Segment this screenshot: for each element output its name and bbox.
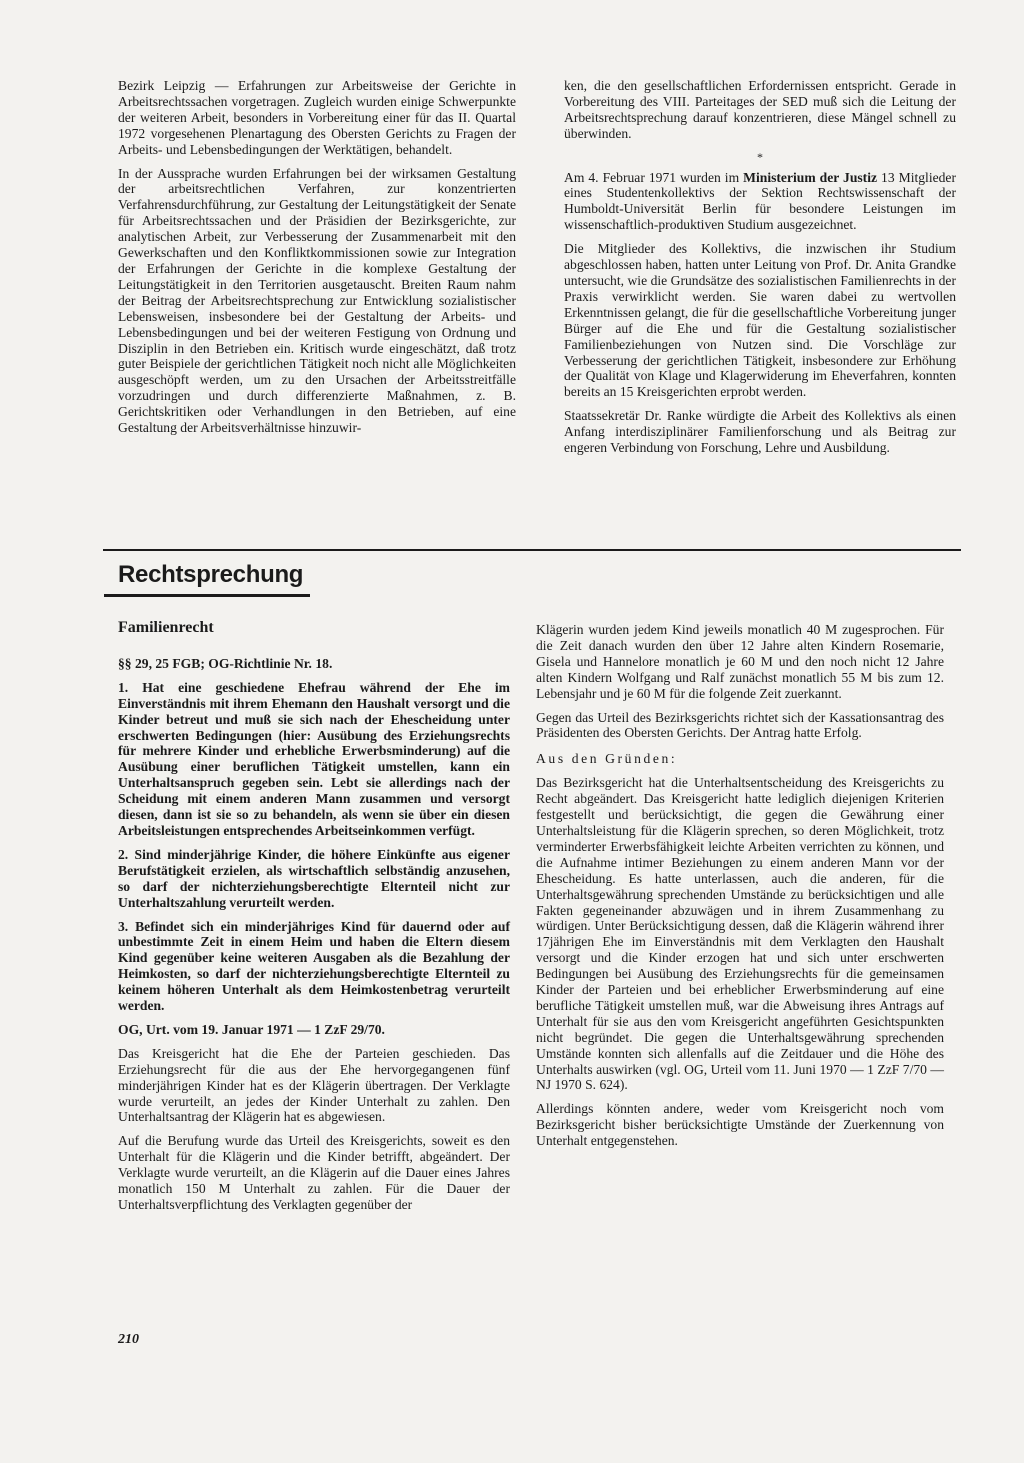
ministry-name: Ministerium der Justiz [743,169,878,185]
section-heading: Rechtsprechung [118,561,304,588]
headnote: 1. Hat eine geschiedene Ehefrau während der Ehe im Einverständnis mit ihrem Ehemann den Haushalt versorgt und die Kinder betreut und muß sie sich nach der Ehescheidung unter erschwerten Bedingungen (hier: Ausübung des Erziehungsrechts für mehrere Kinder und erhebliche Erwerbsminderung) auf die Ausübung einer beruflichen Tätigkeit umstellen, kann ein Unterhaltsanspruch gegeben sein. Lebt sie allerdings nach der Scheidung mit einem anderen Mann zusammen und versorgt diesen, dann ist sie so zu behandeln, als wenn sie über ein diesen Arbeitsleistungen entsprechendes Arbeitseinkommen verfügt. [118,679,510,838]
top-right-column [564,78,956,464]
paragraph: ken, die den gesellschaftlichen Erfordernissen entspricht. Gerade in Vorbereitung des VIII. Parteitages der SED muß sich die Leitung der Arbeitsrechtsprechung darauf konzentrieren, diese Mängel schnell zu überwinden. [564,78,956,141]
paragraph: Allerdings könnten andere, weder vom Kreisgericht noch vom Bezirksgericht bisher berücksichtigte Umstände der Zuerkennung von Unterhalt entgegenstehen. [536,1101,944,1149]
paragraph: Bezirk Leipzig — Erfahrungen zur Arbeitsweise der Gerichte in Arbeitsrechtssachen vorgetragen. Zugleich wurden einige Schwerpunkte der weiteren Arbeit, besonders in Vorbereitung einer für das II. Quartal 1972 vorgesehenen Plenartagung des Obersten Gerichts zu Fragen der Arbeits- und Lebensbedingungen der Werktätigen, behandelt. [118,78,516,157]
subheading: Familienrecht [118,619,214,636]
bottom-left-column [118,620,510,1221]
separator-asterisk: * [757,149,763,164]
bottom-right-column [536,622,944,1157]
ministry-lead: Am 4. Februar 1971 wurden im [564,169,740,185]
paragraph: Staatssekretär Dr. Ranke würdigte die Arbeit des Kollektivs als einen Anfang interdisziplinärer Familienforschung und als Beitrag zur engeren Verbindung von Forschung, Lehre und Ausbildung. [564,408,956,456]
headnote: 3. Befindet sich ein minderjähriges Kind für dauernd oder auf unbestimmte Zeit in einem Heim und haben die Eltern diesem Kind gegenüber keine weiteren Ausgaben als die Bezahlung der Heimkosten, so darf der nichterziehungsberechtigte Elternteil zu keinem höheren Unterhalt als dem Heimkostenbetrag verurteilt werden. [118,918,510,1014]
paragraph: Das Kreisgericht hat die Ehe der Parteien geschieden. Das Erziehungsrecht für die aus der Ehe hervorgegangenen fünf minderjährigen Kinder hat es der Klägerin übertragen. Der Verklagte wurde verurteilt, an jedes der Kinder Unterhalt zu zahlen. Den Unterhaltsantrag der Klägerin hat es abgewiesen. [118,1045,510,1125]
page-number: 210 [118,1332,139,1347]
legal-citation: §§ 29, 25 FGB; OG-Richtlinie Nr. 18. [118,655,333,671]
court-reference: OG, Urt. vom 19. Januar 1971 — 1 ZzF 29/70. [118,1021,385,1037]
grounds-heading: Aus den Gründen: [536,751,678,767]
headnote: 2. Sind minderjährige Kinder, die höhere Einkünfte aus eigener Berufstätigkeit erzielen, als wirtschaftlich selbständig anzusehen, so darf der nichterziehungsberechtigte Elternteil nicht zur Unterhaltszahlung verurteilt werden. [118,846,510,910]
section-divider [103,549,961,551]
ministry-rest: 13 Mitglieder eines Studentenkollektivs der Sektion Rechtswissenschaft der Humboldt-Universität Berlin für besondere Leistungen im wissenschaftlich-produktiven Studium ausgezeichnet. [564,169,956,233]
paragraph: Auf die Berufung wurde das Urteil des Kreisgerichts, soweit es den Unterhalt für die Klägerin und die Kinder betrifft, abgeändert. Der Verklagte wurde verurteilt, an die Klägerin auf die Dauer eines Jahres monatlich 150 M Unterhalt zu zahlen. Für die Dauer der Unterhaltsverpflichtung des Verklagten gegenüber der [118,1133,510,1212]
paragraph: Die Mitglieder des Kollektivs, die inzwischen ihr Studium abgeschlossen haben, hatten unter Leitung von Prof. Dr. Anita Grandke untersucht, wie die Grundsätze des sozialistischen Familienrechts in der Praxis verwirklicht werden. Sie waren dabei zu wertvollen Erkenntnissen gelangt, die für die gesellschaftliche Vorbereitung junger Bürger auf die Ehe und für die Gestaltung sozialistischer Familienbeziehungen von Nutzen sind. Die Vorschläge zur Verbesserung der gerichtlichen Tätigkeit, insbesondere zur Erhöhung der Qualität von Klage und Klagerwiderung im Eheverfahren, konnten bereits an 15 Kreisgerichten erprobt werden. [564,241,956,400]
top-left-column [118,78,516,444]
paragraph: In der Aussprache wurden Erfahrungen bei der wirksamen Gestaltung der arbeitsrechtlichen Verfahren, zur konzentrierten Verfahrensdurchführung, zur Gestaltung der Leitungstätigkeit der Senate für Arbeitsrechtssachen und der Präsidien der Bezirksgerichte, zur analytischen Arbeit, zur Verbesserung der Zusammenarbeit mit den Gewerkschaften und den Konfliktkommissionen sowie zur Integration der Erfahrungen der Gerichte in die komplexe Gestaltung der Leitungstätigkeit in den Territorien ausgetauscht. Breiten Raum nahm der Beitrag der Arbeitsrechtsprechung zur Entwicklung sozialistischer Lebensweisen, insbesondere bei der Gestaltung der Arbeits- und Lebensbedingungen und bei der weiteren Festigung von Ordnung und Disziplin in den Betrieben ein. Kritisch wurde eingeschätzt, daß trotz guter Beispiele der gerichtlichen Tätigkeit noch nicht alle Möglichkeiten ausgeschöpft werden, um zu den Ursachen der Arbeitsstreitfälle vorzudringen und durch differenzierte Maßnahmen, z. B. Gerichtskritiken oder Verhandlungen in den Betrieben, auf eine Gestaltung der Arbeitsverhältnisse hinzuwir- [118,165,516,436]
paragraph: Gegen das Urteil des Bezirksgerichts richtet sich der Kassationsantrag des Präsidenten des Obersten Gerichts. Der Antrag hatte Erfolg. [536,709,944,741]
paragraph: Klägerin wurden jedem Kind jeweils monatlich 40 M zugesprochen. Für die Zeit danach wurden den über 12 Jahre alten Kindern Rosemarie, Gisela und Hannelore monatlich je 60 M und den noch nicht 12 Jahre alten Kindern Wolfgang und Ralf zunächst monatlich 55 M bis zum 12. Lebensjahr und je 60 M für die folgende Zeit zuerkannt. [536,622,944,701]
paragraph [564,170,956,234]
paragraph: Das Bezirksgericht hat die Unterhaltsentscheidung des Kreisgerichts zu Recht abgeändert. Das Kreisgericht hatte lediglich diejenigen Kriterien festgestellt und berücksichtigt, die gegen die Gewährung einer Unterhaltsleistung für die Klägerin sprechen, so deren Möglichkeit, trotz verminderter Erwerbsfähigkeit leichte Arbeiten verrichten zu können, und die Aufnahme intimer Beziehungen zu einem anderen Mann vor der Ehescheidung. Es hatte unterlassen, auch die anderen, für die Unterhaltsgewährung sprechenden Umstände zu berücksichtigen und alle Fakten gegeneinander abzuwägen und in ihrem Zusammenhang zu würdigen. Unter Berücksichtigung dessen, daß die Klägerin während ihrer 17jährigen Ehe im Einverständnis mit dem Verklagten den Haushalt versorgt und die Kinder erzogen hat und sich unter erschwerten Bedingungen bei Ausübung des Erziehungsrechts für die gemeinsamen Kinder der Parteien und bei erheblicher Erwerbsminderung auf eine berufliche Tätigkeit umstellen muß, war die Abweisung ihres Antrags auf Unterhalt für sie aus den vom Kreisgericht angeführten Gesichtspunkten nicht begründet. Die gegen die Unterhaltsgewährung sprechenden Umstände konnten sich allenfalls auf die Zeitdauer und die Höhe des Unterhalts auswirken (vgl. OG, Urteil vom 11. Juni 1970 — 1 ZzF 7/70 — NJ 1970 S. 624). [536,775,944,1093]
heading-underline [104,594,310,597]
